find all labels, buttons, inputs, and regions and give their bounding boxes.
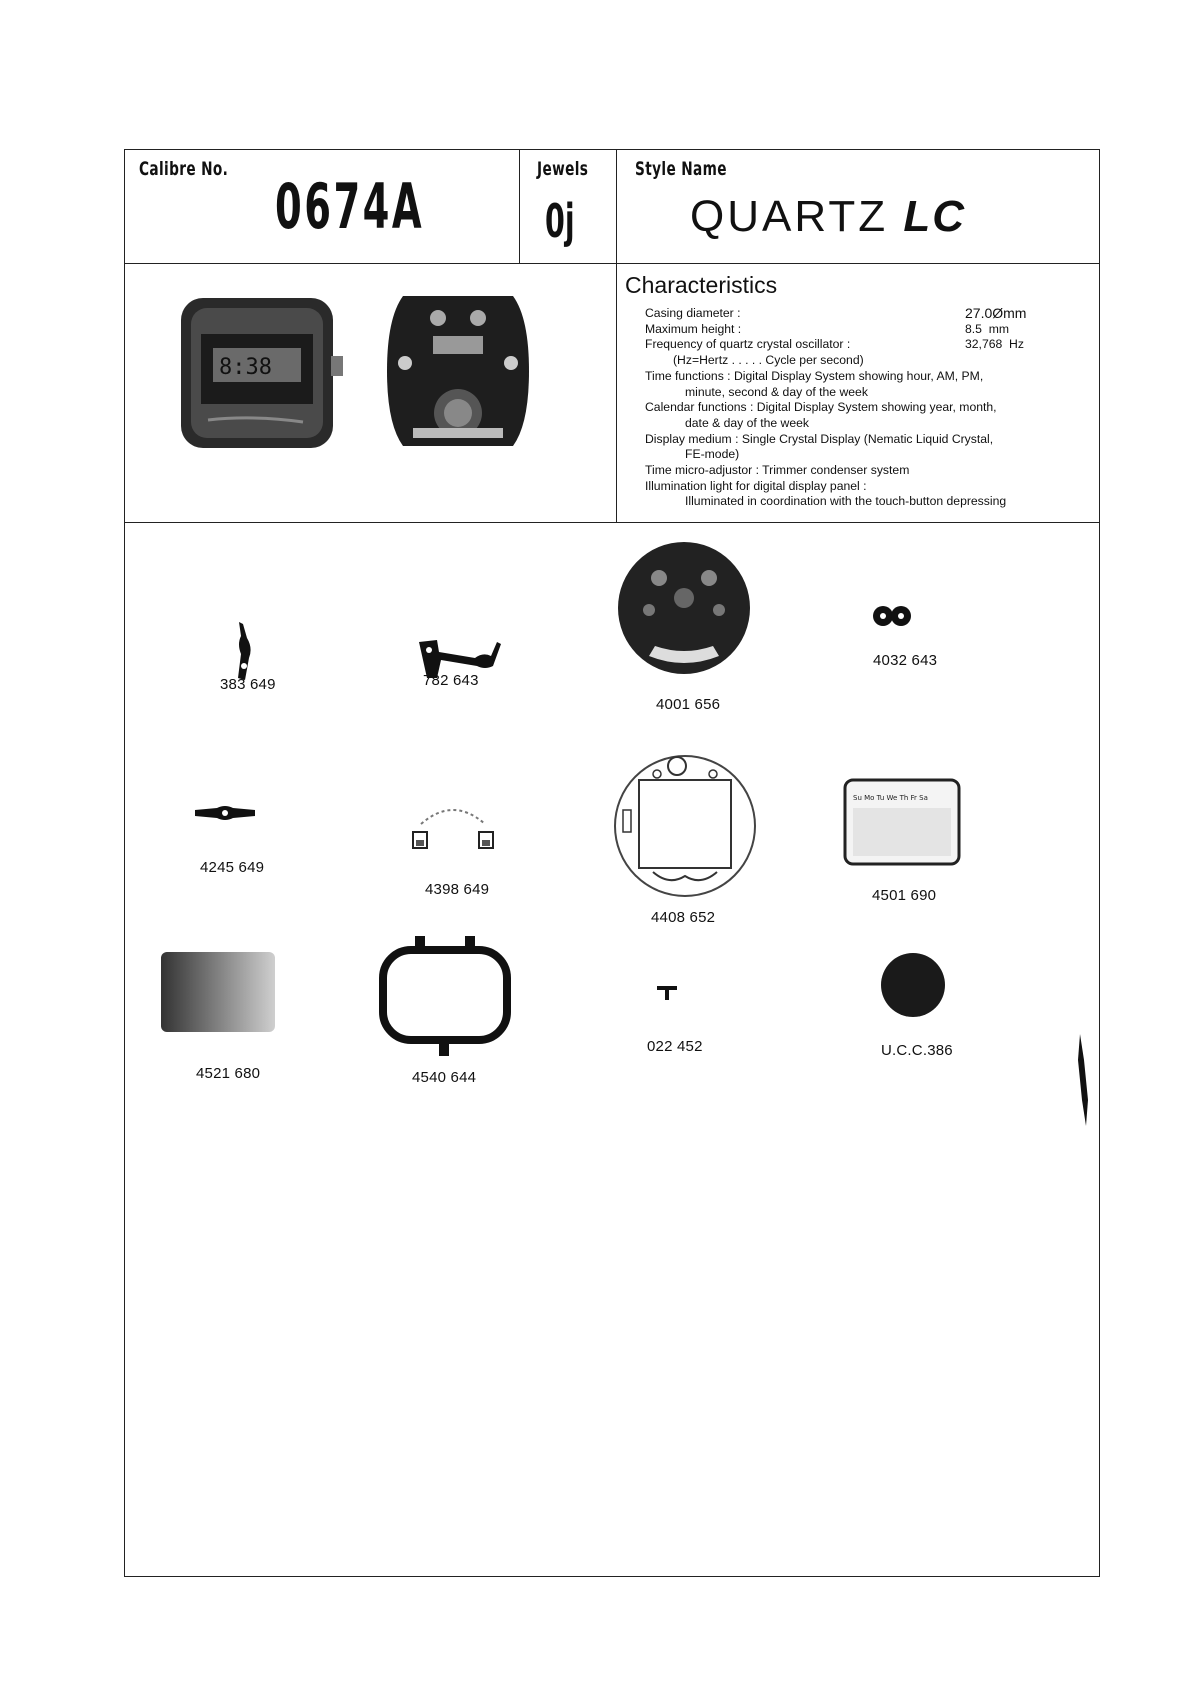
jewels-style-divider xyxy=(616,150,617,522)
micro-adjustor: Time micro-adjustor : Trimmer condenser system xyxy=(645,463,910,478)
max-height-label: Maximum height : xyxy=(645,321,742,336)
part-383649-label: 383 649 xyxy=(220,676,276,693)
part-4501690-label: 4501 690 xyxy=(872,887,937,904)
part-4032643-image xyxy=(871,603,913,629)
calendar-functions-line2: date & day of the week xyxy=(685,415,809,430)
style-label: Style Name xyxy=(635,158,727,180)
char-frequency xyxy=(645,337,1085,353)
style-name-main: QUARTZ xyxy=(690,192,889,241)
part-4540644-label: 4540 644 xyxy=(412,1069,477,1086)
part-4408652-image xyxy=(609,752,761,898)
part-ucc386-label: U.C.C.386 xyxy=(881,1042,953,1059)
illumination-line2: Illuminated in coordination with the touch-button depressing xyxy=(685,494,1007,509)
style-name-suffix: LC xyxy=(903,192,966,241)
hz-note: (Hz=Hertz . . . . . Cycle per second) xyxy=(673,353,864,368)
part-4001656-image xyxy=(609,538,759,678)
part-4398649-image xyxy=(407,800,499,856)
calibre-jewels-divider xyxy=(519,150,520,263)
part-4540644-image xyxy=(375,930,515,1060)
calendar-plate-days: Su Mo Tu We Th Fr Sa xyxy=(853,794,928,802)
part-4032643-label: 4032 643 xyxy=(873,652,938,669)
time-functions-line2: minute, second & day of the week xyxy=(685,384,868,399)
part-ucc386-image xyxy=(878,950,948,1020)
svg-text:8:38: 8:38 xyxy=(219,355,272,380)
part-4245649-label: 4245 649 xyxy=(200,859,265,876)
part-022452-image xyxy=(653,982,681,1002)
part-383649-image xyxy=(225,618,265,684)
calendar-functions-line1: Calendar functions : Digital Display System showing year, month, xyxy=(645,400,997,415)
max-height-value: 8.5 mm xyxy=(965,321,1010,336)
casing-diameter-value: 27.0Ømm xyxy=(965,305,1027,321)
info-divider xyxy=(125,522,1099,523)
display-medium-line2: FE-mode) xyxy=(685,447,740,462)
jewels-label: Jewels xyxy=(537,158,589,180)
part-022452-label: 022 452 xyxy=(647,1038,703,1055)
char-casing-diameter xyxy=(645,306,1085,322)
part-4521680-image xyxy=(159,946,279,1036)
spec-sheet xyxy=(124,149,1100,1577)
style-name xyxy=(690,192,966,242)
movement-photo xyxy=(383,288,533,454)
calibre-label: Calibre No. xyxy=(139,158,229,180)
header-divider xyxy=(125,263,1099,264)
part-782643-label: 782 643 xyxy=(423,672,479,689)
scan-artifact-mark xyxy=(1072,1030,1096,1130)
frequency-label: Frequency of quartz crystal oscillator : xyxy=(645,337,851,352)
casing-diameter-label: Casing diameter : xyxy=(645,306,741,320)
part-4245649-image xyxy=(193,802,257,824)
calibre-number: 0674A xyxy=(275,170,425,243)
part-4408652-label: 4408 652 xyxy=(651,909,716,926)
part-4501690-image xyxy=(841,776,963,868)
part-4521680-label: 4521 680 xyxy=(196,1065,261,1082)
time-functions-line1: Time functions : Digital Display System showing hour, AM, PM, xyxy=(645,368,984,383)
watch-front-photo xyxy=(173,290,349,455)
jewels-value: 0j xyxy=(545,194,575,248)
part-4001656-label: 4001 656 xyxy=(656,696,721,713)
part-4398649-label: 4398 649 xyxy=(425,881,490,898)
frequency-value: 32,768 Hz xyxy=(965,337,1024,352)
characteristics-list xyxy=(645,306,1085,510)
illumination-line1: Illumination light for digital display panel : xyxy=(645,478,867,493)
display-medium-line1: Display medium : Single Crystal Display (Nematic Liquid Crystal, xyxy=(645,431,994,446)
char-max-height xyxy=(645,322,1085,338)
characteristics-title: Characteristics xyxy=(625,272,778,298)
